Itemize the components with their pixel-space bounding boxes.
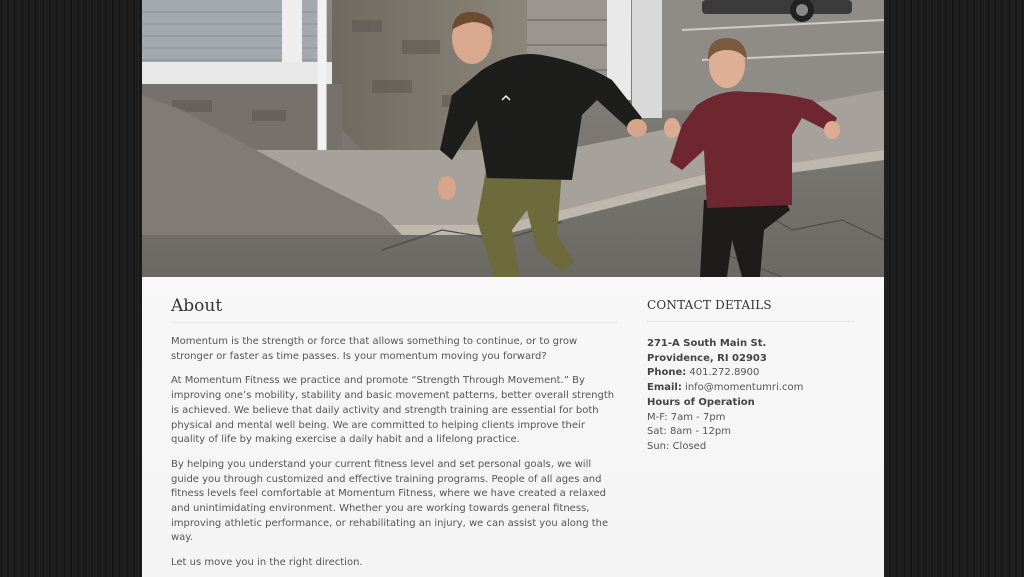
hero-photo-illustration [142, 0, 884, 277]
about-paragraph: By helping you understand your current fitness level and set personal goals, we will guide you through customized and effective training programs. People of all ages and fitness levels feel comfortable at Momentum Fitness, where we have created a relaxed and unintimidating environment. Whether you are working towards general fitness, improving athletic performance, or rehabilitating an injury, we can assist you along the way. [171, 458, 609, 544]
hours-weekday: M-F: 7am - 7pm [647, 411, 726, 423]
sidebar-contact [647, 277, 855, 455]
main-content [171, 277, 617, 577]
hours-sunday: Sun: Closed [647, 440, 707, 452]
address-city: Providence, RI 02903 [647, 352, 767, 364]
about-paragraph: Let us move you in the right direction. [171, 557, 363, 569]
hours-heading: Hours of Operation [647, 396, 755, 408]
page-container [142, 0, 884, 577]
hours-saturday: Sat: 8am - 12pm [647, 426, 731, 438]
phone-value: 401.272.8900 [689, 367, 760, 379]
about-paragraph: Momentum is the strength or force that allows something to continue, or to grow stronger or faster as time passes. Is your momentum moving you forward? [171, 336, 578, 362]
about-body [171, 323, 617, 571]
email-line [647, 381, 855, 396]
email-label: Email: [647, 382, 682, 394]
about-paragraph: At Momentum Fitness we practice and promote “Strength Through Movement.” By improving one’s mobility, stability and basic movement patterns, better overall strength is achieved. We believe that daily activity and strength training are essential for both physical and mental well being. We are committed to helping clients improve their quality of life by making exercise a daily habit and a lifelong practice. [171, 375, 615, 446]
phone-line [647, 366, 855, 381]
hero-photo [142, 0, 884, 277]
about-heading: About [171, 277, 617, 323]
contact-heading: CONTACT DETAILS [647, 277, 855, 322]
contact-details [647, 322, 855, 455]
email-link[interactable]: info@momentumri.com [685, 382, 804, 394]
address-street: 271-A South Main St. [647, 338, 767, 349]
phone-label: Phone: [647, 367, 687, 379]
